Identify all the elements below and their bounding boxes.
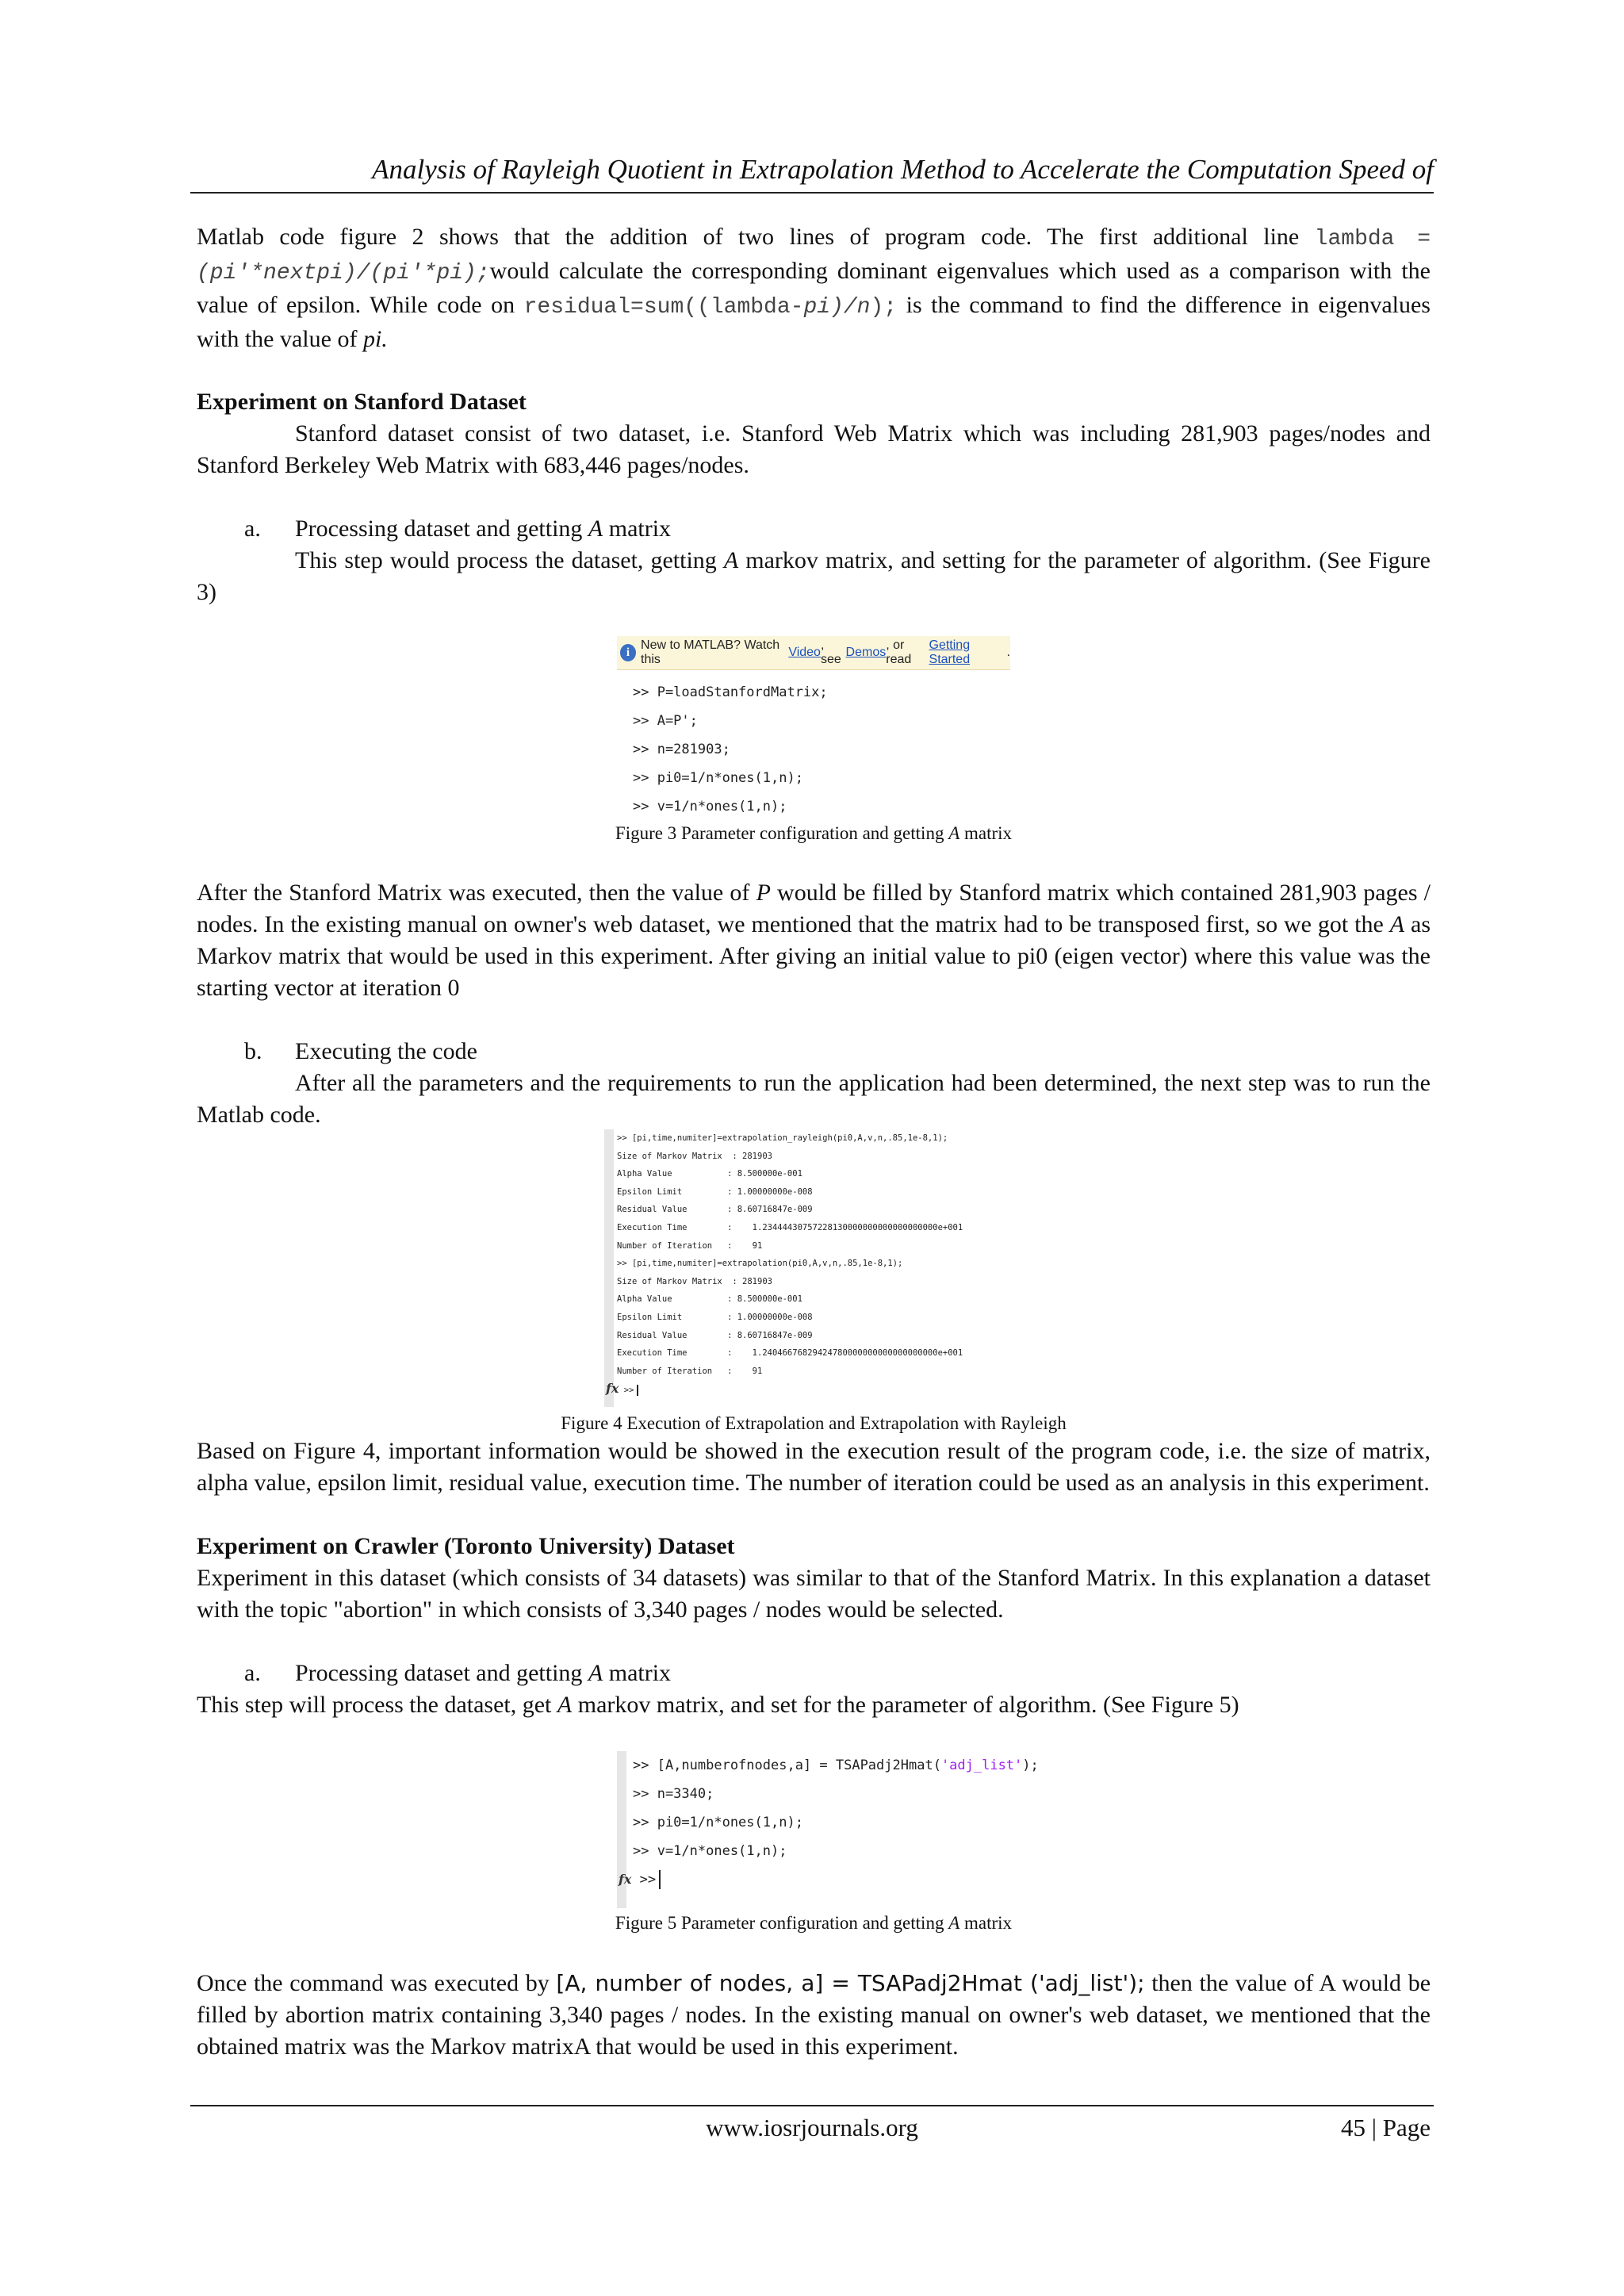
- item-text-post: matrix: [603, 516, 672, 542]
- code-line: >> [pi,time,numiter]=extrapolation(pi0,A,v,n,.85,1e-8,1);: [617, 1259, 903, 1269]
- figure-5-caption: [197, 1911, 1431, 1935]
- spacer: [197, 1626, 1431, 1658]
- para-italic-a: A: [1389, 911, 1405, 937]
- code-line: >> n=281903;: [633, 742, 730, 757]
- item-text-post: matrix: [603, 1660, 672, 1686]
- stanford-para-2: [197, 545, 1431, 608]
- code-text: >> [A,numberofnodes,a] = TSAPadj2Hmat(: [633, 1757, 941, 1773]
- header-rule: [190, 192, 1434, 194]
- item-b: [197, 1036, 1431, 1068]
- inline-command: [A, number of nodes, a] = TSAPadj2Hmat ('adj_list');: [556, 1970, 1145, 1996]
- item-italic: A: [588, 516, 603, 542]
- crawler-item-a: [197, 1658, 1431, 1689]
- figure-4-screenshot: [604, 1129, 1031, 1407]
- caption-italic: A: [948, 1913, 960, 1933]
- code-line: >> pi0=1/n*ones(1,n);: [633, 770, 803, 786]
- caption-text: Figure 5 Parameter configuration and getting: [615, 1913, 949, 1933]
- code-line: Epsilon Limit : 1.00000000e-008: [617, 1312, 813, 1322]
- intro-block: [197, 221, 1431, 355]
- after-fig3-block: [197, 877, 1431, 1131]
- intro-text-3: is the command to find the difference in eigenvalues with the value of: [197, 292, 1431, 352]
- figure-3-caption: [197, 822, 1431, 845]
- banner-text-4: .: [1006, 646, 1010, 659]
- item-marker: a.: [244, 1660, 261, 1686]
- para-text-post: markov matrix, and setting for the parameter of algorithm. (See Figure 3): [197, 547, 1431, 605]
- code-line: Number of Iteration : 91: [617, 1366, 763, 1376]
- para-italic: A: [557, 1692, 573, 1718]
- intro-text-2: would calculate the corresponding dominant eigenvalues which used as a comparison with the value of epsilon. While code on: [197, 258, 1431, 318]
- video-link[interactable]: Video: [788, 646, 821, 659]
- code-lambda: lambda =: [1314, 227, 1431, 251]
- spacer: [197, 1499, 1431, 1531]
- code-line: >> n=3340;: [633, 1786, 714, 1802]
- intro-paragraph: [197, 221, 1431, 355]
- item-marker: a.: [244, 516, 261, 542]
- stanford-item-a: [197, 513, 1431, 545]
- intro-text-1: Matlab code figure 2 shows that the addition of two lines of program code. The first additional line: [197, 224, 1315, 250]
- code-residual-b: pi)/n: [803, 295, 871, 320]
- code-residual-a: residual=sum((lambda-: [523, 295, 804, 320]
- code-line: Execution Time : 1.23444430757228130000000000000000000e+001: [617, 1222, 963, 1232]
- code-line: Alpha Value : 8.500000e-001: [617, 1294, 802, 1305]
- item-marker: b.: [244, 1038, 262, 1064]
- code-line: [633, 1751, 1039, 1780]
- crawler-para-1: Experiment in this dataset (which consists of 34 datasets) was similar to that of the Stanford Matrix. In this explanation a dataset with the topic "abortion" in which consists of 3,340 pages / nodes would be selected.: [197, 1565, 1431, 1623]
- command-lines: [617, 678, 1010, 821]
- demos-link[interactable]: Demos: [845, 646, 887, 659]
- code-line: Residual Value : 8.60716847e-009: [617, 1205, 813, 1215]
- code-text-post: );: [1022, 1757, 1039, 1773]
- code-line: >> [pi,time,numiter]=extrapolation_rayleigh(pi0,A,v,n,.85,1e-8,1);: [617, 1133, 948, 1143]
- para-italic: A: [723, 547, 739, 573]
- caption-text: Figure 3 Parameter configuration and getting: [615, 823, 949, 843]
- code-string: 'adj_list': [940, 1757, 1023, 1773]
- spacer: [197, 481, 1431, 513]
- stanford-para-1: Stanford dataset consist of two dataset, i.e. Stanford Web Matrix which was including 281,903 pages/nodes and Stanford Berkeley Web Matrix with 683,446 pages/nodes.: [197, 420, 1431, 478]
- closing-paragraph: [197, 1968, 1431, 2063]
- code-line: Execution Time : 1.24046676829424780000000000000000000e+001: [617, 1348, 963, 1359]
- spacer: [197, 1004, 1431, 1036]
- running-header: Analysis of Rayleigh Quotient in Extrapolation Method to Accelerate the Computation Speed of: [372, 154, 1434, 185]
- item-b-para: After all the parameters and the requirements to run the application had been determined, the next step was to run the Matlab code.: [197, 1070, 1431, 1128]
- banner-text-2: , see: [820, 638, 841, 666]
- item-text: Processing dataset and getting: [295, 516, 588, 542]
- figure-4-caption: Figure 4 Execution of Extrapolation and Extrapolation with Rayleigh: [561, 1413, 1067, 1433]
- code-residual-c: );: [870, 295, 898, 320]
- para-text: After the Stanford Matrix was executed, then the value of: [197, 880, 756, 906]
- code-line: Size of Markov Matrix : 281903: [617, 1151, 772, 1161]
- getting-started-link[interactable]: Getting Started: [929, 638, 971, 666]
- item-text: Executing the code: [295, 1038, 477, 1064]
- code-line: Residual Value : 8.60716847e-009: [617, 1330, 813, 1340]
- code-line: Alpha Value : 8.500000e-001: [617, 1169, 802, 1179]
- closing-block: [197, 1968, 1431, 2063]
- code-lambda-expr: (pi'*nextpi)/(pi'*pi);: [197, 261, 490, 286]
- info-icon: i: [620, 644, 636, 661]
- code-line: >> P=loadStanfordMatrix;: [633, 684, 828, 700]
- para-text: Once the command was executed by: [197, 1970, 557, 1996]
- code-line: >> v=1/n*ones(1,n);: [633, 799, 787, 815]
- after-fig4-paragraph: Based on Figure 4, important information would be showed in the execution result of the program code, i.e. the size of matrix, alpha value, epsilon limit, residual value, execution time. The number of iteration could be used as an analysis in this experiment.: [197, 1438, 1431, 1496]
- text-cursor: [637, 1385, 638, 1396]
- para-italic-p: P: [756, 880, 771, 906]
- stanford-section: [197, 386, 1431, 608]
- code-line: Epsilon Limit : 1.00000000e-008: [617, 1186, 813, 1197]
- stanford-heading: Experiment on Stanford Dataset: [197, 389, 527, 415]
- prompt-line[interactable]: [619, 1865, 999, 1894]
- figure-5-screenshot: [617, 1751, 1039, 1908]
- code-line: >> v=1/n*ones(1,n);: [633, 1843, 787, 1859]
- item-italic: A: [588, 1660, 603, 1686]
- code-line: >> A=P';: [633, 713, 698, 729]
- footer-rule: [190, 2105, 1434, 2106]
- para-text-2: then the value of A would be filled by abortion matrix containing 3,340 pages / nodes. In the existing manual on owner's web dataset, we mentioned that the obtained matrix was the Markov matrixA that would be used in this experiment.: [197, 1970, 1431, 2060]
- prompt: >>: [639, 1872, 657, 1888]
- footer-site: www.iosrjournals.org: [706, 2114, 918, 2141]
- text-cursor: [659, 1870, 661, 1889]
- para-text-3: as Markov matrix that would be used in this experiment. After giving an initial value to pi0 (eigen vector) where this value was the starting vector at iteration 0: [197, 911, 1431, 1001]
- after-fig3-paragraph: [197, 877, 1431, 1004]
- prompt: >>: [623, 1386, 634, 1396]
- caption-text-post: matrix: [959, 1913, 1013, 1933]
- para-text-post: markov matrix, and set for the parameter of algorithm. (See Figure 5): [572, 1692, 1239, 1718]
- figure-3-screenshot: [617, 636, 1010, 820]
- after-fig4-block: [197, 1435, 1431, 1721]
- code-line: Size of Markov Matrix : 281903: [617, 1276, 772, 1286]
- matlab-help-banner: [617, 636, 1010, 670]
- para-text: This step will process the dataset, get: [197, 1692, 557, 1718]
- footer-page-number: 45 | Page: [1341, 2114, 1431, 2141]
- para-text: This step would process the dataset, getting: [295, 547, 724, 573]
- code-line: >> pi0=1/n*ones(1,n);: [633, 1815, 803, 1830]
- banner-text-3: , or read: [886, 638, 912, 666]
- command-window-gutter: [604, 1129, 614, 1407]
- banner-text: New to MATLAB? Watch this: [641, 638, 780, 666]
- fx-icon: fx: [606, 1381, 619, 1397]
- crawler-para-2: [197, 1689, 1431, 1721]
- para-text-2: would be filled by Stanford matrix which contained 281,903 pages / nodes. In the existing manual on owner's web dataset, we mentioned that the matrix had to be transposed first, so we got the: [197, 880, 1431, 937]
- caption-italic: A: [948, 823, 960, 843]
- fx-icon: fx: [619, 1872, 632, 1887]
- crawler-heading: Experiment on Crawler (Toronto University) Dataset: [197, 1533, 735, 1559]
- item-text: Processing dataset and getting: [295, 1660, 588, 1686]
- intro-pi: pi.: [362, 326, 388, 352]
- code-line: Number of Iteration : 91: [617, 1240, 763, 1251]
- caption-text-post: matrix: [959, 823, 1013, 843]
- prompt-line[interactable]: [606, 1380, 1020, 1400]
